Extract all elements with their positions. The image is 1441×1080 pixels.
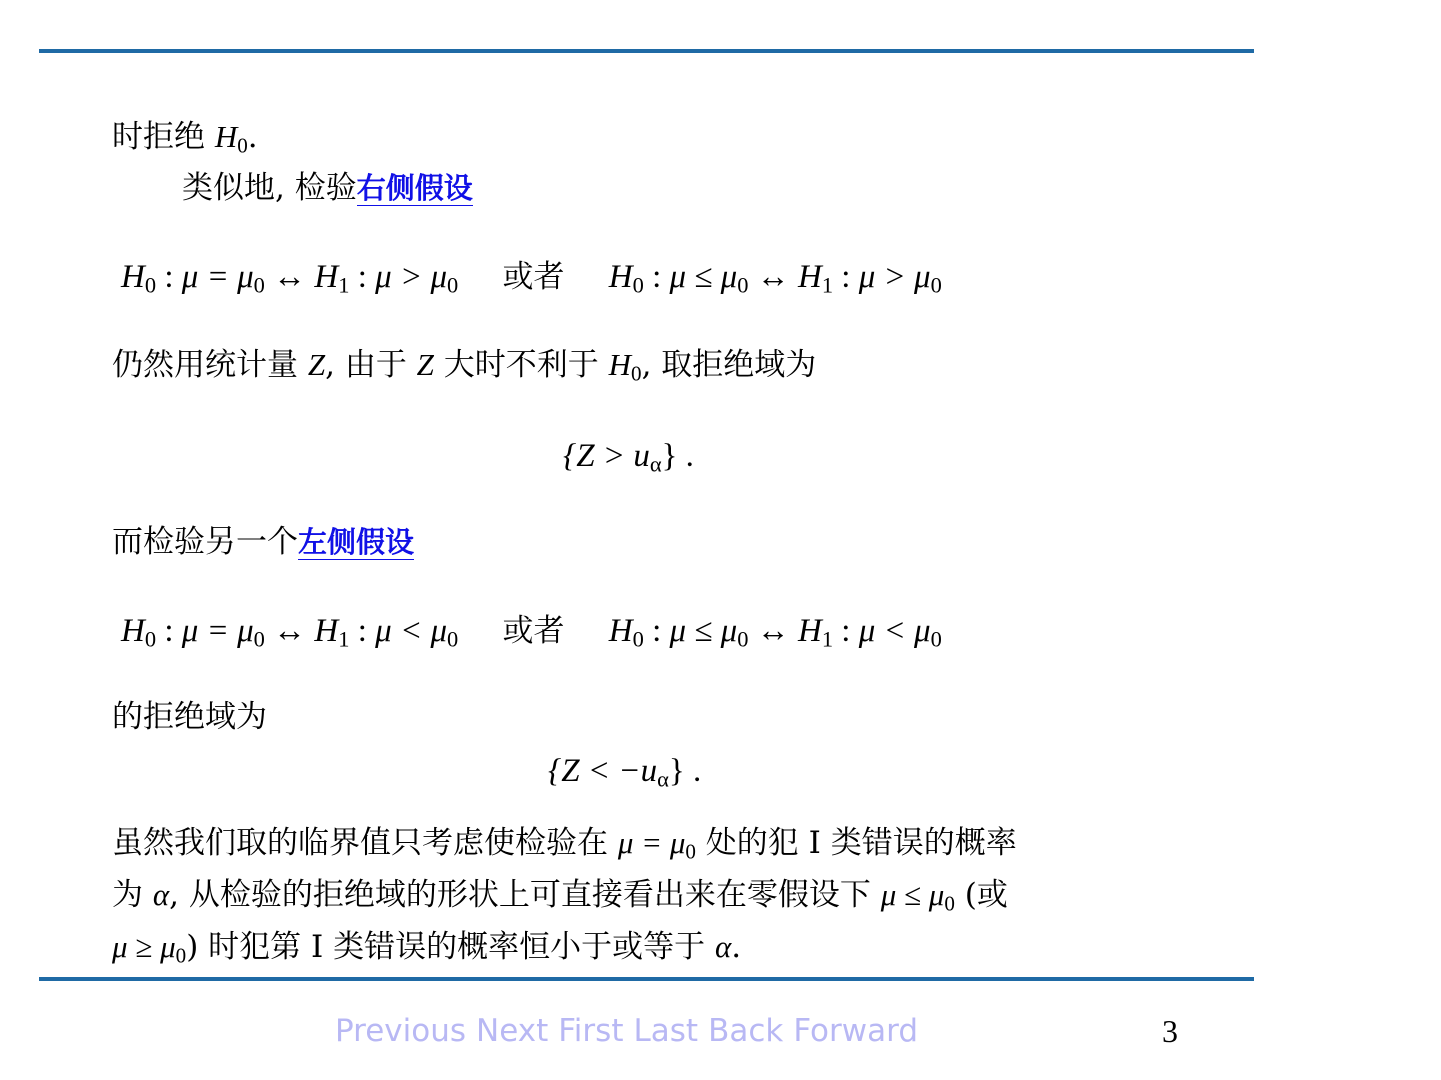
line-reject-h0: 时拒绝 $H_0$. [112, 119, 258, 158]
left-hypothesis-link[interactable]: 左侧假设 [298, 525, 415, 559]
nav-next-link[interactable]: Next [476, 1013, 549, 1049]
navigation-bar [335, 1013, 928, 1049]
left-rejection-region: $\{Z < -u_\alpha\}$ . [548, 753, 702, 792]
left-hypothesis-equation: $H_0$ : $\mu = \mu_0$ ↔ $H_1$ : $\mu < \mu_0$ 或者 $H_0$ : $\mu \le \mu_0$ ↔ $H_1$ : $\mu < \mu_0$ [121, 613, 942, 652]
line-statistic: 仍然用统计量 Z, 由于 Z 大时不利于 $H_0$, 取拒绝域为 [112, 347, 817, 386]
line-rejection-region-label: 的拒绝域为 [112, 699, 267, 735]
paragraph-line-3: $\mu \ge \mu_0$) 时犯第 I 类错误的概率恒小于或等于 α. [112, 929, 742, 968]
page-number: 3 [1162, 1013, 1178, 1049]
line-right-test: 类似地, 检验右侧假设 [182, 170, 473, 206]
bottom-rule [39, 977, 1254, 981]
top-rule [39, 49, 1254, 53]
paragraph-line-2: 为 α, 从检验的拒绝域的形状上可直接看出来在零假设下 $\mu \le \mu_0$ (或 [112, 877, 1008, 916]
right-hypothesis-link[interactable]: 右侧假设 [356, 171, 473, 205]
line-left-test: 而检验另一个左侧假设 [112, 524, 415, 560]
nav-previous-link[interactable]: Previous [335, 1013, 467, 1049]
paragraph-line-1: 虽然我们取的临界值只考虑使检验在 $\mu = \mu_0$ 处的犯 I 类错误的概率 [112, 825, 1017, 864]
nav-back-link[interactable]: Back [708, 1013, 784, 1049]
nav-last-link[interactable]: Last [633, 1013, 699, 1049]
nav-forward-link[interactable]: Forward [793, 1013, 918, 1049]
right-rejection-region: $\{Z > u_\alpha\}$ . [563, 438, 694, 477]
right-hypothesis-equation: $H_0$ : $\mu = \mu_0$ ↔ $H_1$ : $\mu > \mu_0$ 或者 $H_0$ : $\mu \le \mu_0$ ↔ $H_1$ : $\mu > \mu_0$ [121, 259, 942, 298]
nav-first-link[interactable]: First [558, 1013, 624, 1049]
